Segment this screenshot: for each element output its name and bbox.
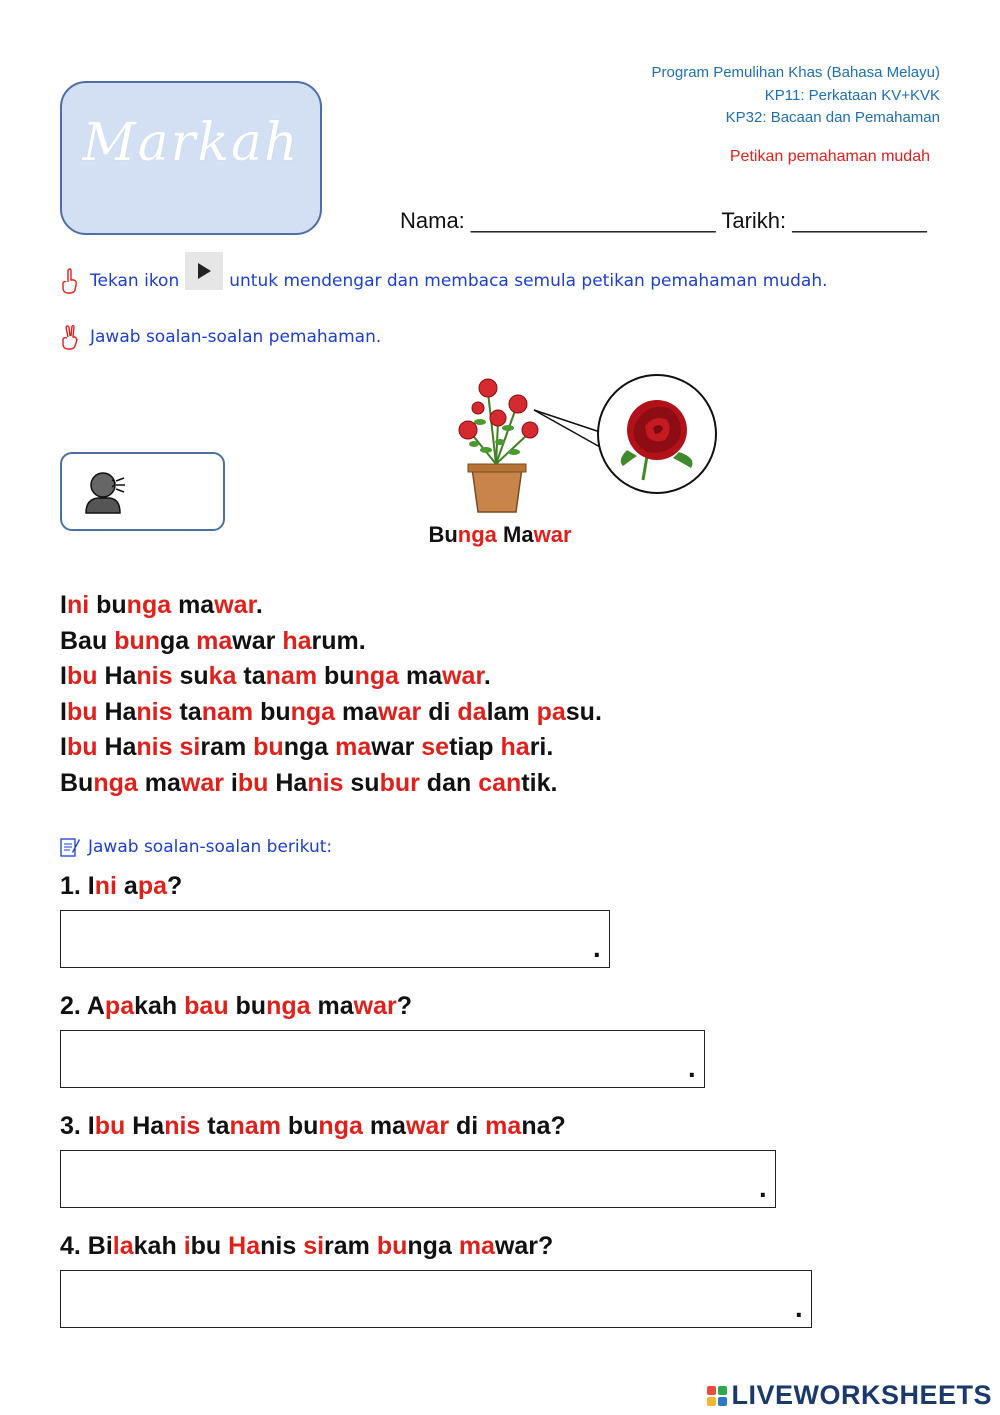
passage-segment: nga xyxy=(354,662,400,690)
question-segment: ma xyxy=(310,992,354,1020)
sentence-end-period: . xyxy=(794,1298,803,1323)
passage-segment: . xyxy=(255,591,263,619)
passage-segment: Ha xyxy=(97,697,137,726)
picture-title-segment: Bu xyxy=(428,522,458,547)
passage-segment: i xyxy=(223,768,238,797)
passage-segment: Ha xyxy=(268,768,308,797)
program-title: Program Pemulihan Khas (Bahasa Melayu) xyxy=(651,64,940,81)
passage-segment: nis xyxy=(307,768,344,797)
question-segment: nga xyxy=(266,992,311,1020)
question-segment: di xyxy=(449,1112,486,1140)
passage-segment: war xyxy=(371,733,422,761)
question-segment: kah xyxy=(134,992,185,1020)
passage-segment: bu xyxy=(89,591,127,619)
passage-segment: rum. xyxy=(311,626,366,655)
two-finger-hand-icon xyxy=(60,324,80,350)
answer-input-3[interactable] xyxy=(61,1151,716,1209)
passage-segment: war xyxy=(232,626,283,655)
passage-segment: Ha xyxy=(97,733,137,761)
answer-input-2[interactable] xyxy=(61,1031,652,1089)
question-segment: ni xyxy=(94,872,117,900)
passage-segment: ma xyxy=(196,626,233,655)
instruction-2-text: Jawab soalan-soalan pemahaman. xyxy=(90,327,382,347)
question-segment: Ha xyxy=(125,1112,165,1140)
passage-segment: di xyxy=(421,697,458,726)
passage-segment: pa xyxy=(536,697,566,726)
instruction-1-text-before: Tekan ikon xyxy=(90,271,180,291)
question-3 xyxy=(60,1112,566,1141)
passage-segment: bu xyxy=(66,733,98,761)
question-segment: ram xyxy=(324,1232,377,1260)
answer-box-3[interactable] xyxy=(60,1150,776,1208)
passage xyxy=(60,588,602,801)
passage-segment: ta xyxy=(172,697,202,726)
question-segment: war xyxy=(353,992,397,1020)
question-segment: nam xyxy=(229,1112,281,1140)
passage-segment: nis xyxy=(136,733,173,761)
passage-segment: I xyxy=(60,662,67,690)
passage-segment: ri. xyxy=(529,733,554,761)
passage-segment: bu xyxy=(253,733,284,761)
passage-segment: ma xyxy=(335,697,379,726)
passage-line xyxy=(60,624,602,660)
picture-title-segment: war xyxy=(533,522,572,547)
answer-input-1[interactable] xyxy=(61,911,566,969)
passage-segment: bu xyxy=(66,697,98,726)
play-button[interactable] xyxy=(185,252,223,290)
play-icon xyxy=(196,262,212,280)
audio-box[interactable] xyxy=(60,452,225,531)
passage-segment: I xyxy=(60,733,67,761)
passage-line xyxy=(60,659,602,695)
sentence-end-period: . xyxy=(758,1178,767,1203)
question-segment: 2. A xyxy=(60,992,105,1020)
question-2 xyxy=(60,992,412,1021)
passage-segment: war xyxy=(378,697,422,726)
kp32-label: KP32: Bacaan dan Pemahaman xyxy=(725,109,940,126)
passage-segment: ma xyxy=(399,662,443,690)
answer-box-4[interactable] xyxy=(60,1270,812,1328)
passage-segment: nam xyxy=(201,697,254,726)
passage-segment: can xyxy=(478,768,522,797)
passage-segment: war xyxy=(442,662,484,690)
one-finger-hand-icon xyxy=(60,268,80,294)
question-segment: a xyxy=(116,872,138,900)
liveworksheets-logo xyxy=(707,1380,992,1411)
questions-heading-text: Jawab soalan-soalan berikut: xyxy=(88,837,333,857)
question-segment: bu xyxy=(228,992,267,1020)
question-segment: ma xyxy=(485,1112,522,1140)
answer-box-1[interactable] xyxy=(60,910,610,968)
passage-segment: nga xyxy=(283,733,336,761)
passage-segment: nam xyxy=(265,662,318,690)
question-segment: 1. I xyxy=(60,872,95,900)
answer-input-4[interactable] xyxy=(61,1271,748,1329)
question-segment: i xyxy=(183,1232,191,1260)
answer-box-2[interactable] xyxy=(60,1030,705,1088)
question-4 xyxy=(60,1232,553,1261)
question-segment: la xyxy=(112,1232,134,1260)
question-segment: ? xyxy=(396,992,413,1020)
question-segment: ma xyxy=(458,1232,495,1260)
picture-title-segment: Ma xyxy=(496,522,534,547)
passage-segment: ma xyxy=(171,591,215,619)
questions-heading xyxy=(60,836,332,858)
question-segment: 3. I xyxy=(60,1112,95,1140)
header-info xyxy=(652,62,940,130)
passage-segment: I xyxy=(60,697,67,726)
sentence-end-period: . xyxy=(592,938,601,963)
passage-segment: . xyxy=(483,662,491,690)
instruction-2 xyxy=(60,324,381,350)
question-segment: nis xyxy=(164,1112,201,1140)
passage-segment: lam xyxy=(486,697,537,726)
passage-segment: bur xyxy=(379,768,420,797)
passage-segment: ha xyxy=(282,626,312,655)
question-segment: bu xyxy=(94,1112,126,1140)
question-segment: bau xyxy=(184,992,229,1020)
passage-segment: ni xyxy=(66,591,90,619)
score-box xyxy=(60,81,322,235)
passage-segment: war xyxy=(214,591,256,619)
passage-segment: bu xyxy=(253,697,291,726)
picture-title xyxy=(0,522,1000,548)
question-segment: si xyxy=(303,1232,325,1260)
passage-line xyxy=(60,695,602,731)
passage-segment: si xyxy=(179,733,201,761)
sentence-end-period: . xyxy=(687,1058,696,1083)
passage-segment: su xyxy=(343,768,380,797)
passage-line xyxy=(60,588,602,624)
question-segment: war? xyxy=(494,1232,554,1260)
passage-segment: nga xyxy=(290,697,336,726)
passage-segment: nis xyxy=(136,697,173,726)
question-segment: 4. Bi xyxy=(60,1232,113,1260)
picture-title-segment: nga xyxy=(457,522,497,547)
passage-segment: ma xyxy=(335,733,372,761)
question-segment: nis xyxy=(260,1232,304,1260)
passage-segment: ga xyxy=(160,626,197,655)
passage-segment: ta xyxy=(236,662,266,690)
instruction-1 xyxy=(60,262,828,300)
worksheet-subtitle: Petikan pemahaman mudah xyxy=(729,148,930,165)
logo-mark-icon xyxy=(707,1386,727,1406)
passage-segment: Ha xyxy=(97,662,137,690)
note-pencil-icon xyxy=(60,836,80,858)
passage-segment: dan xyxy=(419,768,479,797)
question-segment: pa xyxy=(137,872,168,900)
passage-segment: bu xyxy=(317,662,355,690)
passage-segment: da xyxy=(457,697,487,726)
passage-segment: bun xyxy=(114,626,161,655)
passage-segment: tik. xyxy=(521,768,558,797)
question-segment: war xyxy=(405,1112,450,1140)
passage-segment: ha xyxy=(500,733,530,761)
question-segment: nga xyxy=(407,1232,459,1260)
question-segment: pa xyxy=(104,992,135,1020)
name-date-line: Nama: ____________________ Tarikh: ___________ xyxy=(400,208,927,233)
question-segment: bu xyxy=(376,1232,408,1260)
question-segment: bu xyxy=(280,1112,319,1140)
passage-segment: nga xyxy=(93,768,138,797)
question-segment: ta xyxy=(200,1112,230,1140)
passage-segment: war xyxy=(180,768,224,797)
passage-segment: nga xyxy=(126,591,172,619)
logo-text: LIVEWORKSHEETS xyxy=(731,1380,992,1410)
passage-segment: ma xyxy=(137,768,181,797)
passage-segment: Bu xyxy=(60,768,94,797)
passage-segment: su. xyxy=(565,697,602,726)
passage-segment: Bau xyxy=(60,626,115,655)
score-label: Markah xyxy=(82,113,300,173)
passage-segment: tiap xyxy=(449,733,501,761)
rose-illustration xyxy=(450,372,730,522)
question-segment: bu xyxy=(190,1232,229,1260)
question-segment: nga xyxy=(318,1112,363,1140)
passage-segment: se xyxy=(421,733,450,761)
question-segment: ma xyxy=(362,1112,406,1140)
passage-line xyxy=(60,730,602,766)
question-segment: Ha xyxy=(228,1232,261,1260)
passage-line xyxy=(60,766,602,802)
passage-segment: su xyxy=(172,662,209,690)
question-segment: kah xyxy=(133,1232,184,1260)
question-1 xyxy=(60,872,182,901)
passage-segment: ka xyxy=(208,662,237,690)
passage-segment: bu xyxy=(66,662,98,690)
kp11-label: KP11: Perkataan KV+KVK xyxy=(764,86,940,104)
passage-segment: nis xyxy=(136,662,173,690)
speaking-head-icon xyxy=(82,470,128,514)
passage-segment: I xyxy=(60,591,67,619)
question-segment: na? xyxy=(521,1112,566,1140)
instruction-1-text-after: untuk mendengar dan membaca semula petikan pemahaman mudah. xyxy=(229,271,828,291)
passage-segment: bu xyxy=(237,768,269,797)
question-segment: ? xyxy=(167,872,183,900)
passage-segment: ram xyxy=(200,733,254,761)
